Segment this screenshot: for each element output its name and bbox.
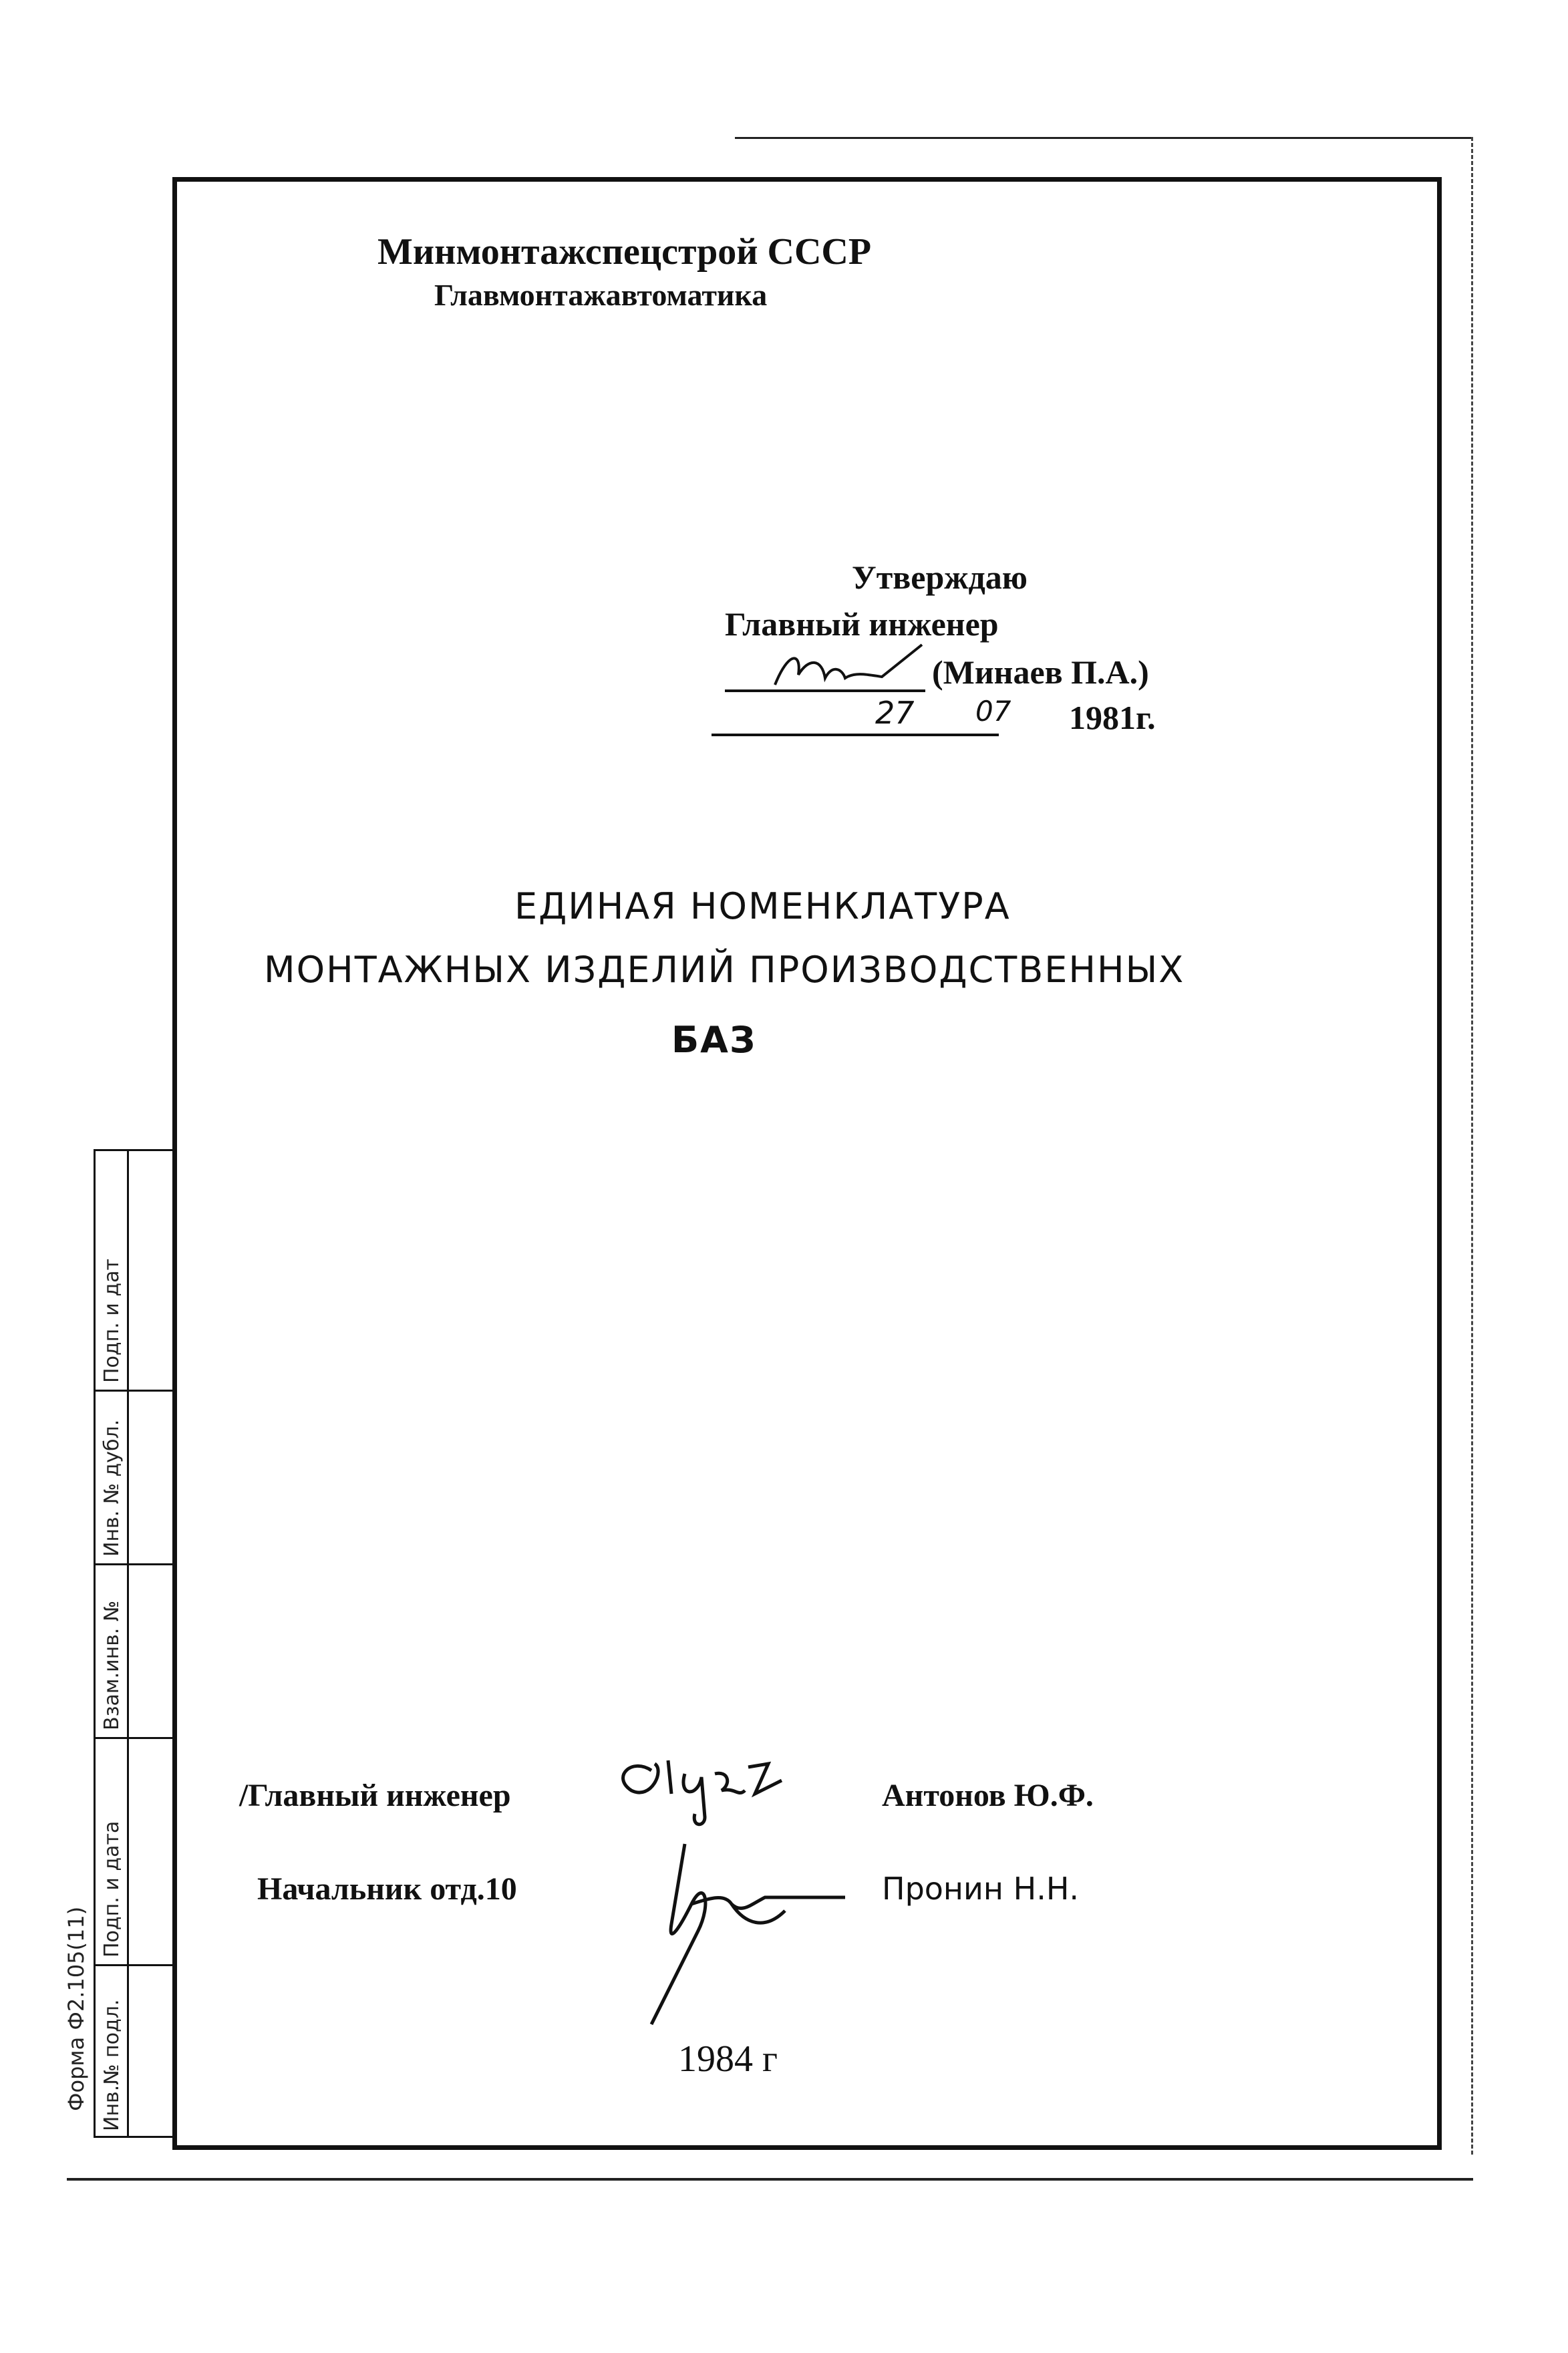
signature-position-1: /Главный инженер xyxy=(239,1778,511,1813)
approval-position: Главный инженер xyxy=(725,605,999,643)
stamp-row-line xyxy=(94,1149,174,1151)
outer-frame-bottom-line xyxy=(67,2178,1473,2181)
stamp-field-inv-podl: Инв.№ подл. xyxy=(100,1999,124,2131)
handwritten-signature-2 xyxy=(631,1831,858,2031)
signature-name-2: Пронин Н.Н. xyxy=(882,1871,1080,1907)
approval-day: 27 xyxy=(875,695,915,731)
approval-date-line xyxy=(712,734,999,736)
ministry-title: Минмонтажспецстрой СССР xyxy=(377,231,872,273)
doc-title-line2: МОНТАЖНЫХ ИЗДЕЛИЙ ПРОИЗВОДСТВЕННЫХ xyxy=(264,949,1185,991)
approval-name: (Минаев П.А.) xyxy=(932,653,1149,691)
approval-word: Утверждаю xyxy=(852,559,1028,596)
stamp-field-inv-dubl: Инв. № дубл. xyxy=(100,1419,124,1557)
stamp-row-line xyxy=(94,1737,174,1739)
outer-frame-top-line xyxy=(735,137,1473,139)
approval-month: 07 xyxy=(975,695,1011,728)
signature-name-1: Антонов Ю.Ф. xyxy=(882,1778,1094,1813)
document-year: 1984 г xyxy=(678,2038,778,2080)
approval-signature-handwritten xyxy=(768,638,942,698)
stamp-row-line xyxy=(94,1563,174,1565)
outer-frame-right-line xyxy=(1471,137,1473,2155)
stamp-field-vzam-inv: Взам.инв. № xyxy=(100,1600,124,1730)
stamp-col-line xyxy=(172,1149,174,2138)
stamp-field-podp-data: Подп. и дата xyxy=(100,1821,124,1957)
department-title: Главмонтажавтоматика xyxy=(434,278,768,312)
stamp-row-line xyxy=(94,1964,174,1966)
approval-year: 1981г. xyxy=(1069,699,1156,736)
signature-position-2: Начальник отд.10 xyxy=(257,1871,517,1907)
doc-title-line1: ЕДИНАЯ НОМЕНКЛАТУРА xyxy=(514,885,1011,927)
stamp-row-line xyxy=(94,1390,174,1392)
stamp-col-line xyxy=(127,1149,129,2138)
stamp-col-line xyxy=(94,1149,96,2138)
form-number: Форма Ф2.105(11) xyxy=(63,1906,89,2111)
stamp-field-podp-dat: Подп. и дат xyxy=(100,1259,124,1383)
stamp-row-line xyxy=(94,2136,174,2138)
stamp-top-tick xyxy=(172,995,175,1156)
handwritten-signature-1 xyxy=(605,1744,805,1831)
margin-stamp-table xyxy=(94,1149,174,2138)
doc-title-line3: БАЗ xyxy=(671,1019,757,1061)
